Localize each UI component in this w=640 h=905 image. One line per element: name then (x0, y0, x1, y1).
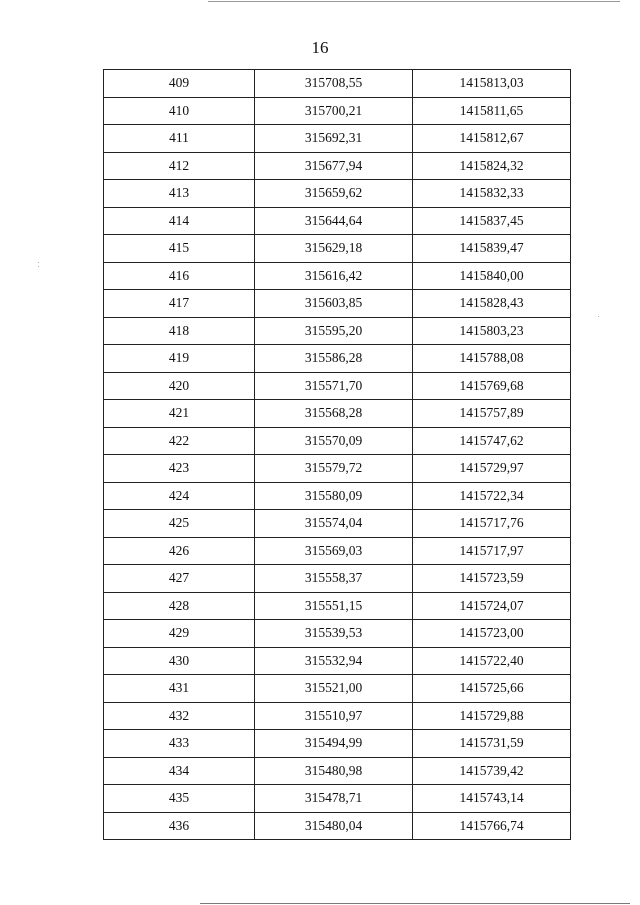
scan-speck (598, 316, 599, 317)
x-coordinate-cell: 315677,94 (255, 152, 413, 180)
x-coordinate-cell: 315644,64 (255, 207, 413, 235)
y-coordinate-cell: 1415725,66 (413, 675, 571, 703)
x-coordinate-cell: 315480,04 (255, 812, 413, 840)
y-coordinate-cell: 1415788,08 (413, 345, 571, 373)
table-row (104, 620, 571, 648)
x-coordinate-cell: 315570,09 (255, 427, 413, 455)
table-row (104, 70, 571, 98)
point-number-cell: 411 (104, 125, 255, 153)
y-coordinate-cell: 1415717,97 (413, 537, 571, 565)
scan-speck (38, 262, 39, 263)
table-row (104, 785, 571, 813)
table-row (104, 400, 571, 428)
point-number-cell: 432 (104, 702, 255, 730)
y-coordinate-cell: 1415840,00 (413, 262, 571, 290)
x-coordinate-cell: 315568,28 (255, 400, 413, 428)
table-row (104, 647, 571, 675)
y-coordinate-cell: 1415766,74 (413, 812, 571, 840)
point-number-cell: 431 (104, 675, 255, 703)
table-row (104, 262, 571, 290)
page-number: 16 (311, 38, 329, 57)
x-coordinate-cell: 315574,04 (255, 510, 413, 538)
table-row (104, 812, 571, 840)
point-number-cell: 417 (104, 290, 255, 318)
table-row (104, 592, 571, 620)
table-row (104, 702, 571, 730)
y-coordinate-cell: 1415757,89 (413, 400, 571, 428)
point-number-cell: 427 (104, 565, 255, 593)
point-number-cell: 421 (104, 400, 255, 428)
point-number-cell: 413 (104, 180, 255, 208)
y-coordinate-cell: 1415832,33 (413, 180, 571, 208)
point-number-cell: 416 (104, 262, 255, 290)
y-coordinate-cell: 1415731,59 (413, 730, 571, 758)
x-coordinate-cell: 315595,20 (255, 317, 413, 345)
table-row (104, 537, 571, 565)
point-number-cell: 412 (104, 152, 255, 180)
table-row (104, 345, 571, 373)
point-number-cell: 414 (104, 207, 255, 235)
table-row (104, 180, 571, 208)
y-coordinate-cell: 1415724,07 (413, 592, 571, 620)
coordinates-table-body (104, 70, 571, 840)
point-number-cell: 433 (104, 730, 255, 758)
y-coordinate-cell: 1415717,76 (413, 510, 571, 538)
x-coordinate-cell: 315521,00 (255, 675, 413, 703)
scan-speck (38, 266, 39, 267)
x-coordinate-cell: 315532,94 (255, 647, 413, 675)
table-row (104, 455, 571, 483)
y-coordinate-cell: 1415747,62 (413, 427, 571, 455)
y-coordinate-cell: 1415739,42 (413, 757, 571, 785)
point-number-cell: 418 (104, 317, 255, 345)
scan-edge-bottom (200, 903, 630, 904)
point-number-cell: 423 (104, 455, 255, 483)
x-coordinate-cell: 315551,15 (255, 592, 413, 620)
y-coordinate-cell: 1415837,45 (413, 207, 571, 235)
y-coordinate-cell: 1415729,88 (413, 702, 571, 730)
point-number-cell: 434 (104, 757, 255, 785)
y-coordinate-cell: 1415722,34 (413, 482, 571, 510)
x-coordinate-cell: 315478,71 (255, 785, 413, 813)
y-coordinate-cell: 1415729,97 (413, 455, 571, 483)
x-coordinate-cell: 315700,21 (255, 97, 413, 125)
table-row (104, 207, 571, 235)
y-coordinate-cell: 1415722,40 (413, 647, 571, 675)
table-row (104, 235, 571, 263)
table-row (104, 510, 571, 538)
x-coordinate-cell: 315510,97 (255, 702, 413, 730)
x-coordinate-cell: 315558,37 (255, 565, 413, 593)
x-coordinate-cell: 315580,09 (255, 482, 413, 510)
table-row (104, 730, 571, 758)
y-coordinate-cell: 1415743,14 (413, 785, 571, 813)
y-coordinate-cell: 1415828,43 (413, 290, 571, 318)
x-coordinate-cell: 315569,03 (255, 537, 413, 565)
x-coordinate-cell: 315494,99 (255, 730, 413, 758)
x-coordinate-cell: 315616,42 (255, 262, 413, 290)
table-row (104, 97, 571, 125)
x-coordinate-cell: 315480,98 (255, 757, 413, 785)
x-coordinate-cell: 315708,55 (255, 70, 413, 98)
y-coordinate-cell: 1415723,59 (413, 565, 571, 593)
point-number-cell: 422 (104, 427, 255, 455)
table-row (104, 427, 571, 455)
table-row (104, 290, 571, 318)
x-coordinate-cell: 315579,72 (255, 455, 413, 483)
point-number-cell: 415 (104, 235, 255, 263)
point-number-cell: 436 (104, 812, 255, 840)
table-row (104, 565, 571, 593)
y-coordinate-cell: 1415803,23 (413, 317, 571, 345)
table-row (104, 675, 571, 703)
x-coordinate-cell: 315603,85 (255, 290, 413, 318)
x-coordinate-cell: 315692,31 (255, 125, 413, 153)
table-row (104, 125, 571, 153)
y-coordinate-cell: 1415812,67 (413, 125, 571, 153)
y-coordinate-cell: 1415769,68 (413, 372, 571, 400)
point-number-cell: 426 (104, 537, 255, 565)
table-row (104, 317, 571, 345)
y-coordinate-cell: 1415813,03 (413, 70, 571, 98)
y-coordinate-cell: 1415811,65 (413, 97, 571, 125)
coordinates-table (103, 69, 571, 840)
point-number-cell: 435 (104, 785, 255, 813)
point-number-cell: 410 (104, 97, 255, 125)
y-coordinate-cell: 1415839,47 (413, 235, 571, 263)
x-coordinate-cell: 315659,62 (255, 180, 413, 208)
point-number-cell: 409 (104, 70, 255, 98)
x-coordinate-cell: 315586,28 (255, 345, 413, 373)
point-number-cell: 424 (104, 482, 255, 510)
point-number-cell: 419 (104, 345, 255, 373)
point-number-cell: 425 (104, 510, 255, 538)
point-number-cell: 420 (104, 372, 255, 400)
table-row (104, 757, 571, 785)
point-number-cell: 428 (104, 592, 255, 620)
table-row (104, 152, 571, 180)
scan-edge-top (208, 1, 620, 2)
point-number-cell: 430 (104, 647, 255, 675)
y-coordinate-cell: 1415824,32 (413, 152, 571, 180)
x-coordinate-cell: 315571,70 (255, 372, 413, 400)
table-row (104, 482, 571, 510)
y-coordinate-cell: 1415723,00 (413, 620, 571, 648)
table-row (104, 372, 571, 400)
point-number-cell: 429 (104, 620, 255, 648)
x-coordinate-cell: 315629,18 (255, 235, 413, 263)
x-coordinate-cell: 315539,53 (255, 620, 413, 648)
